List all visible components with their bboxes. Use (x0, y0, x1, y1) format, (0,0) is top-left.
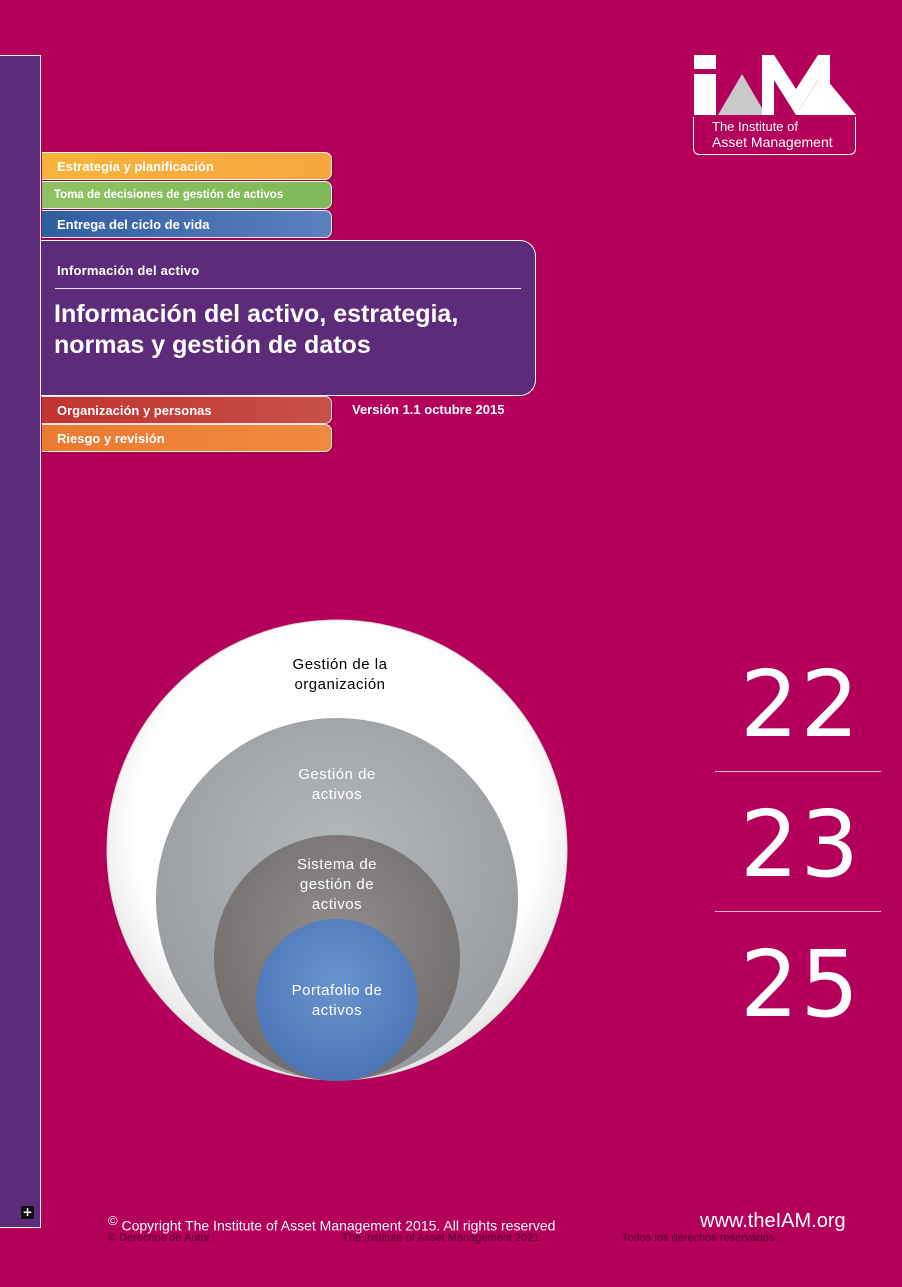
logo-line-2: Asset Management (712, 134, 833, 150)
number-divider (715, 771, 881, 772)
tab-risk[interactable]: Riesgo y revisión (42, 424, 332, 452)
tab-organization[interactable]: Organización y personas (42, 396, 332, 424)
label-organization: Gestión de la organización (292, 656, 388, 693)
copyright-symbol: © (108, 1213, 118, 1228)
footer-note-center: The Institute of Asset Management 2021 (342, 1232, 540, 1244)
left-sidebar (0, 55, 41, 1228)
tab-decisions[interactable]: Toma de decisiones de gestión de activos (42, 181, 332, 209)
version-label: Versión 1.1 octubre 2015 (352, 402, 505, 417)
info-box (41, 240, 536, 396)
section-subtitle: Información del activo (57, 263, 200, 278)
chapter-number-22: 22 (740, 651, 862, 758)
page-title: Información del activo, estrategia, normas y gestión de datos (54, 300, 459, 359)
iam-logo-mark (692, 55, 857, 117)
divider (55, 288, 521, 289)
iam-logo (692, 55, 857, 155)
website-link[interactable]: www.theIAM.org (700, 1210, 846, 1232)
tab-strategy[interactable]: Estrategia y planificación (42, 152, 332, 180)
nested-circles-diagram (100, 615, 580, 1085)
logo-line-1: The Institute of (712, 119, 798, 134)
chapter-number-25: 25 (740, 931, 862, 1038)
footer-note-right: Todos los derechos reservados (622, 1232, 775, 1244)
footer-note-left: © Derechos de Autor (108, 1232, 211, 1244)
copyright-text: Copyright The Institute of Asset Management 2015. All rights reserved (121, 1217, 556, 1234)
label-management-system: Sistema de gestión de activos (296, 856, 378, 913)
tab-lifecycle[interactable]: Entrega del ciclo de vida (42, 210, 332, 238)
label-asset-management: Gestión de activos (298, 766, 376, 803)
plus-icon[interactable]: + (22, 1205, 33, 1219)
label-portfolio: Portafolio de activos (291, 982, 383, 1019)
chapter-number-23: 23 (740, 791, 862, 898)
number-divider (715, 911, 881, 912)
copyright-line (108, 1213, 555, 1234)
